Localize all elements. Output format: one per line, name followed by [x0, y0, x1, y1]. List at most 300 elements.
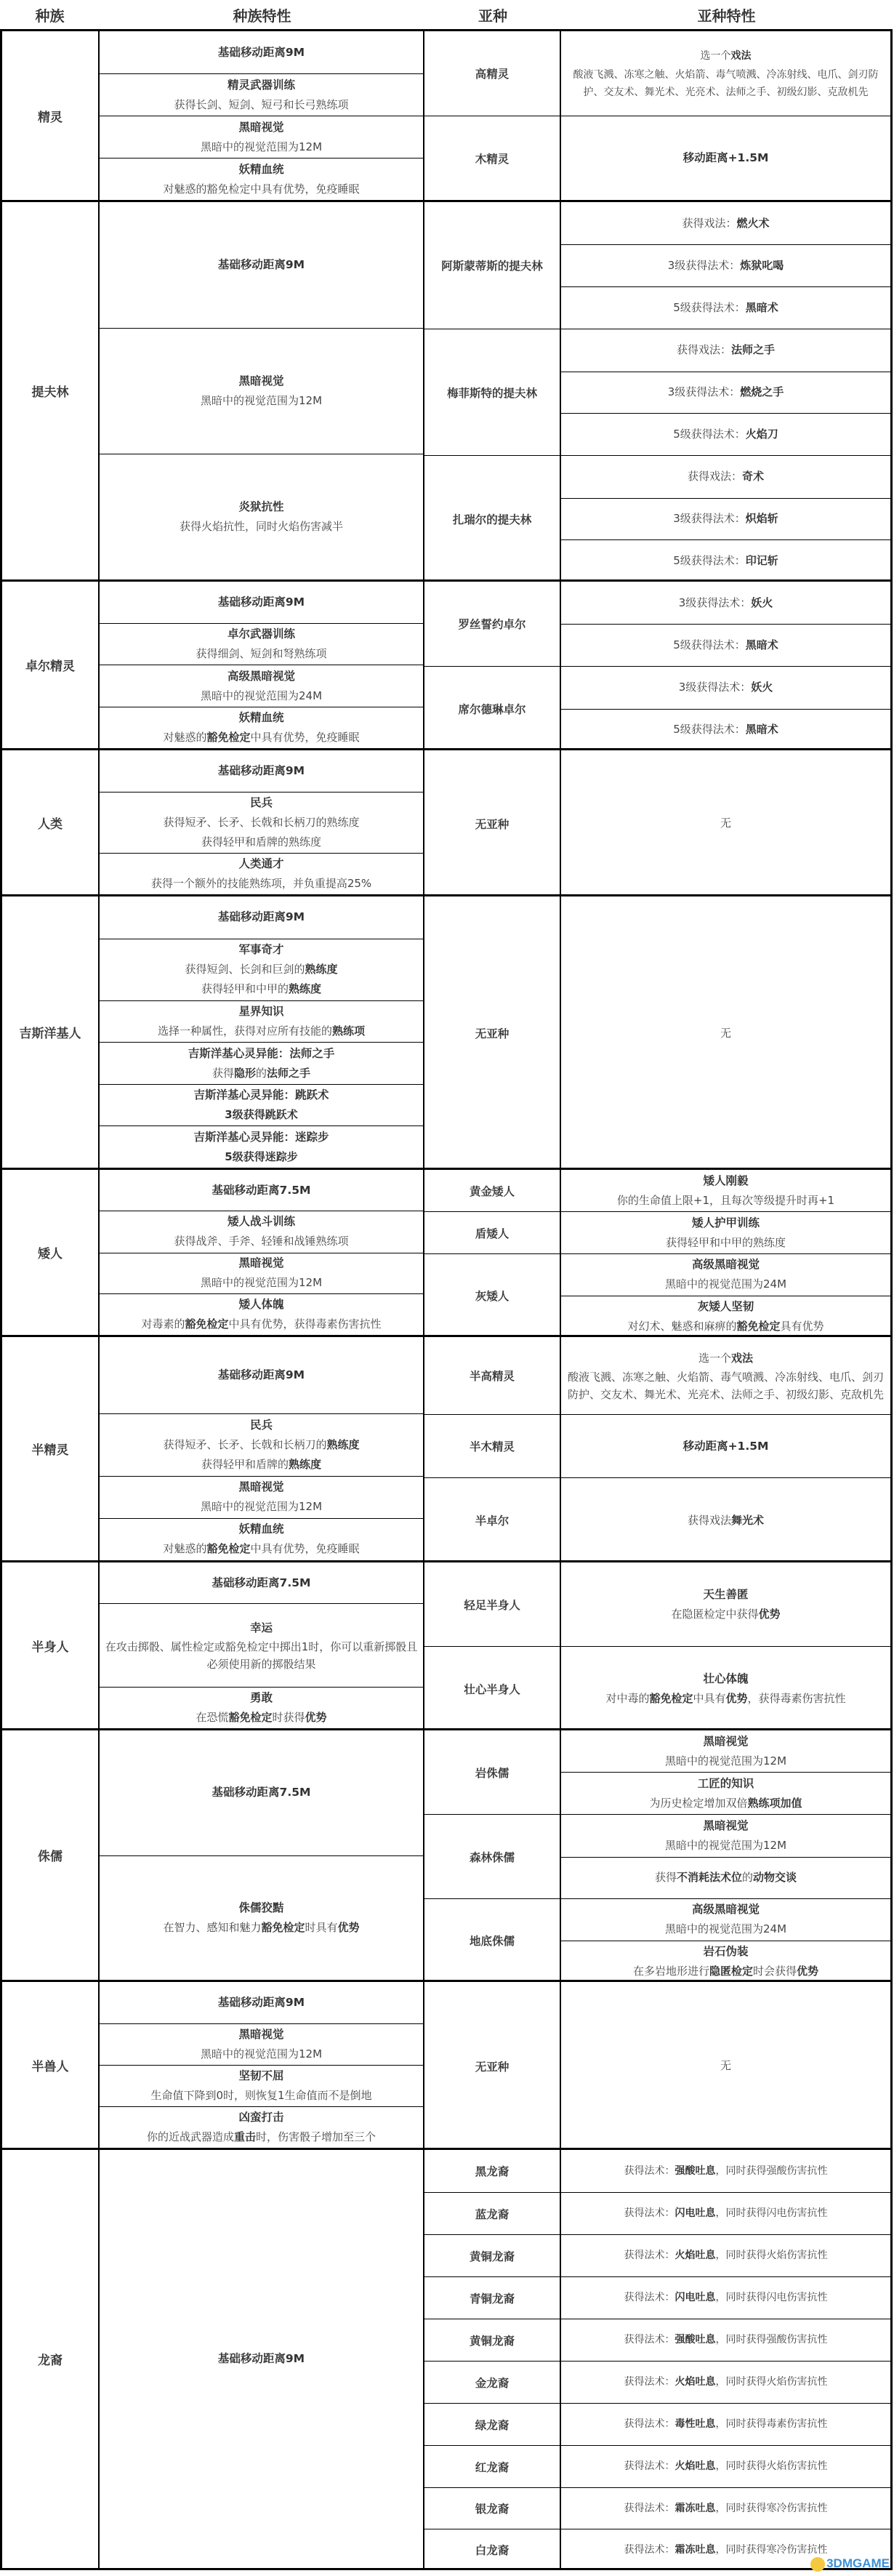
subrace-traits [561, 2362, 890, 2403]
bold-term: 舞光术 [731, 1513, 765, 1527]
text-line [238, 1002, 283, 1022]
header-subrace: 亚种 [478, 7, 507, 25]
subrace-traits [561, 116, 890, 200]
race-trait-cell [100, 158, 423, 200]
subrace-row [424, 2361, 890, 2403]
race-traits-column [100, 896, 424, 1168]
text-segment: 获得法术： [624, 2292, 675, 2303]
text-line [624, 2162, 828, 2181]
subrace-traits [561, 2277, 890, 2319]
bold-term: 基础移动距离9M [217, 45, 305, 59]
race-trait-cell [100, 1855, 423, 1981]
text-segment: ，同时获得强酸伤害抗性 [715, 2334, 828, 2346]
text-line [212, 1783, 311, 1802]
subrace-name: 无亚种 [424, 896, 561, 1170]
subrace-trait-cell [561, 1170, 890, 1211]
race-section [2, 200, 890, 579]
bold-term: 闪电吐息 [674, 2207, 716, 2219]
text-line [692, 1255, 760, 1275]
bold-term: 基础移动距离9M [217, 2352, 305, 2365]
subrace-name: 无亚种 [424, 1982, 561, 2150]
text-line [649, 1794, 802, 1813]
text-line [225, 1105, 297, 1125]
text-line [624, 2415, 828, 2434]
race-trait-cell [100, 1603, 423, 1687]
subraces-column [424, 896, 890, 1168]
bold-term: 熟练项加值 [747, 1796, 802, 1810]
subrace-trait-cell [561, 31, 890, 116]
race-trait-cell [100, 750, 423, 792]
text-line [163, 1539, 359, 1559]
bold-term: 民兵 [249, 1419, 273, 1432]
text-segment: 对魅惑的 [163, 730, 207, 744]
bold-term: 高级黑暗视觉 [227, 669, 295, 683]
text-segment: 你的生命值上限+1，且每次等级提升时再+1 [616, 1193, 835, 1207]
text-line [624, 2204, 828, 2223]
race-name: 半兽人 [2, 1982, 100, 2148]
text-line [624, 2499, 828, 2519]
subrace-name: 席尔德琳卓尔 [424, 667, 561, 750]
subrace-trait-cell [561, 1296, 890, 1338]
text-line [624, 2457, 828, 2476]
text-segment: 5级获得法术： [673, 723, 746, 737]
bold-term: 妖精血统 [238, 162, 284, 176]
race-trait-cell [100, 1562, 423, 1603]
text-segment: 中具有优势，免疫睡眠 [250, 1542, 360, 1556]
watermark-text: 3DMGAME [826, 2556, 890, 2571]
race-trait-cell [100, 1084, 423, 1126]
text-line [147, 2127, 376, 2147]
text-line [238, 1295, 283, 1315]
race-trait-cell [100, 1687, 423, 1728]
text-line [605, 1689, 845, 1709]
subrace-name: 扎瑞尔的提夫林 [424, 456, 561, 582]
text-segment: 对魅惑的 [163, 1542, 207, 1556]
text-line [673, 425, 778, 444]
text-line [238, 160, 283, 180]
subrace-traits [561, 2404, 890, 2445]
bold-term: 矮人刚毅 [703, 1173, 749, 1187]
subrace-traits [561, 1415, 890, 1477]
text-segment: 中具有优势，免疫睡眠 [250, 730, 360, 744]
subrace-row [424, 1337, 890, 1414]
subrace-trait-cell [561, 667, 890, 709]
text-segment: 在隐匿检定中获得 [671, 1607, 759, 1621]
race-trait-cell [100, 73, 423, 116]
text-segment: 5级获得法术： [673, 428, 746, 441]
text-segment: 获得细剑、短剑和弩熟练项 [196, 647, 327, 661]
subrace-trait-cell [561, 1337, 890, 1414]
race-traits-column [100, 750, 424, 894]
text-segment: 无 [720, 816, 731, 830]
subrace-row [424, 2319, 890, 2361]
bold-term: 强酸吐息 [674, 2334, 716, 2346]
subrace-trait-cell [561, 498, 890, 540]
duck-mascot-icon [810, 2557, 825, 2572]
subrace-name: 轻足半身人 [424, 1562, 561, 1646]
bold-term: 妖火 [751, 681, 773, 694]
text-segment: ，同时获得闪电伤害抗性 [715, 2207, 828, 2219]
subrace-name: 半高精灵 [424, 1337, 561, 1414]
race-traits-column [100, 1982, 424, 2148]
text-line [201, 2045, 322, 2064]
text-segment: 获得短矛、长矛、长戟和长柄刀的 [163, 1438, 327, 1452]
text-line [668, 256, 784, 276]
race-section [2, 2148, 890, 2571]
subraces-column [424, 2150, 890, 2571]
subrace-row [424, 666, 890, 750]
bold-term: 吉斯洋基心灵异能：法师之手 [188, 1046, 335, 1060]
text-line [238, 854, 283, 874]
text-segment: 无 [720, 2059, 731, 2072]
text-line [227, 1212, 295, 1232]
bold-term: 坚韧不屈 [238, 2069, 284, 2083]
subrace-name: 阿斯蒙蒂斯的提夫林 [424, 202, 561, 329]
bold-term: 豁免检定 [736, 1319, 781, 1333]
text-line [185, 960, 337, 979]
subrace-traits [561, 456, 890, 582]
subrace-trait-cell [561, 896, 890, 1170]
subrace-trait-cell [561, 2362, 890, 2403]
text-line [201, 1497, 322, 1517]
text-line [238, 118, 283, 137]
text-line [698, 1297, 754, 1317]
bold-term: 豁免检定 [206, 730, 251, 744]
subrace-name: 木精灵 [424, 116, 561, 200]
text-segment: 时获得 [272, 1710, 305, 1724]
race-trait-cell [100, 1211, 423, 1252]
subrace-row [424, 1414, 890, 1477]
race-traits-column [100, 2150, 424, 2568]
bold-term: 民兵 [249, 795, 273, 809]
bold-term: 妖精血统 [238, 710, 284, 724]
race-table [0, 29, 893, 2570]
subrace-row [424, 116, 890, 200]
text-segment: ，同时获得寒冷伤害抗性 [715, 2502, 828, 2514]
subrace-traits [561, 1982, 890, 2150]
race-trait-cell [100, 665, 423, 706]
race-traits-column [100, 1562, 424, 1728]
race-trait-cell [100, 2023, 423, 2065]
text-segment: 获得轻甲和盾牌的熟练度 [201, 835, 321, 848]
text-line [227, 625, 295, 644]
bold-term: 火焰吐息 [674, 2460, 716, 2472]
subrace-trait-cell [561, 750, 890, 896]
text-line [692, 1213, 760, 1233]
bold-term: 熟练度 [326, 1438, 360, 1452]
race-trait-cell [100, 853, 423, 894]
subrace-traits [561, 2446, 890, 2487]
subrace-row [424, 455, 890, 582]
text-segment: 5级获得法术： [673, 301, 746, 314]
text-line [227, 667, 295, 686]
text-segment: 获得长剑、短剑、短弓和长弓熟练项 [174, 97, 349, 111]
bold-term: 优势 [797, 1964, 819, 1978]
text-line [564, 1368, 887, 1403]
bold-term: 矮人护甲训练 [691, 1216, 760, 1229]
race-trait-cell [100, 707, 423, 748]
text-line [683, 148, 769, 168]
text-line [238, 1898, 283, 1918]
subrace-name: 绿龙裔 [424, 2404, 561, 2445]
subrace-name: 黄金矮人 [424, 1170, 561, 1211]
bold-term: 闪电吐息 [674, 2292, 716, 2303]
text-line [238, 1477, 283, 1497]
text-segment: 获得法术： [624, 2502, 675, 2514]
subrace-name: 岩侏儒 [424, 1730, 561, 1814]
text-line [665, 1919, 786, 1939]
text-line [683, 1437, 769, 1456]
subrace-trait-cell [561, 372, 890, 414]
text-line [679, 593, 773, 613]
subrace-trait-cell [561, 1730, 890, 1772]
subrace-trait-cell [561, 2446, 890, 2487]
bold-term: 5级获得 [225, 1149, 265, 1163]
race-traits-column [100, 1170, 424, 1335]
race-section [2, 1560, 890, 1728]
text-line [673, 509, 778, 529]
bold-term: 壮心体魄 [703, 1672, 749, 1685]
subraces-column [424, 750, 890, 894]
subrace-row [424, 329, 890, 455]
text-line [158, 1022, 365, 1041]
subrace-trait-cell [561, 582, 890, 624]
race-name: 矮人 [2, 1170, 100, 1335]
subrace-traits [561, 202, 890, 329]
text-line [218, 907, 305, 927]
subrace-row [424, 31, 890, 116]
bold-term: 霜冻吐息 [674, 2543, 716, 2556]
text-segment: 选一个 [700, 49, 731, 62]
text-segment: 获得法术： [624, 2207, 675, 2219]
bold-term: 吉斯洋基心灵异能：跳跃术 [193, 1088, 329, 1102]
bold-term: 重击 [233, 2130, 256, 2143]
text-line [225, 1147, 297, 1167]
text-line [238, 1520, 283, 1539]
text-line [201, 832, 321, 852]
bold-term: 印记斩 [745, 554, 778, 568]
race-traits-column [100, 582, 424, 748]
bold-term: 黑暗术 [745, 638, 778, 651]
bold-term: 优势 [305, 1710, 327, 1724]
subrace-row [424, 1982, 890, 2150]
bold-term: 炼狱叱喝 [740, 259, 784, 272]
bold-term: 强酸吐息 [674, 2164, 716, 2177]
text-line [655, 1868, 797, 1887]
subrace-trait-cell [561, 624, 890, 666]
bold-term: 矮人体魄 [238, 1297, 284, 1311]
text-line [151, 874, 371, 894]
subrace-traits [561, 667, 890, 750]
race-trait-cell [100, 1982, 423, 2023]
text-line [250, 1618, 273, 1638]
bold-term: 卓尔武器训练 [227, 627, 295, 641]
text-line [180, 517, 343, 537]
text-segment: 黑暗中的视觉范围为12M [664, 1754, 787, 1768]
race-name: 半精灵 [2, 1337, 100, 1560]
text-line [250, 793, 273, 813]
text-line [201, 1273, 322, 1293]
text-line [698, 1774, 754, 1794]
text-segment: 获得法术： [624, 2376, 675, 2388]
bold-term: 优势 [758, 1607, 781, 1621]
bold-term: 黑暗视觉 [238, 1256, 284, 1270]
text-segment: 3级获得法术： [667, 259, 741, 272]
race-section [2, 579, 890, 748]
text-segment: 黑暗中的视觉范围为12M [200, 2047, 323, 2061]
subrace-traits [561, 1478, 890, 1562]
text-line [677, 340, 775, 360]
subrace-trait-cell [561, 116, 890, 200]
subrace-name: 蓝龙裔 [424, 2193, 561, 2234]
bold-term: 不消耗法术位 [676, 1871, 742, 1885]
race-trait-cell [100, 1413, 423, 1476]
race-trait-cell [100, 1337, 423, 1413]
bold-term: 炽焰斩 [745, 512, 778, 526]
subrace-row [424, 1211, 890, 1253]
text-line [163, 1918, 359, 1938]
text-line [201, 979, 321, 999]
race-traits-column [100, 1730, 424, 1980]
text-line [201, 686, 322, 706]
subraces-column [424, 1337, 890, 1560]
subrace-name: 地底侏儒 [424, 1899, 561, 1982]
text-segment: 获得戏法： [676, 343, 731, 357]
text-line [218, 761, 305, 781]
text-line [212, 1181, 311, 1200]
text-segment: 5级获得法术： [673, 554, 746, 568]
text-segment: 你的近战武器造成 [146, 2130, 234, 2143]
subrace-trait-cell [561, 1941, 890, 1983]
text-segment: 选一个 [698, 1351, 731, 1365]
text-segment: 对幻术、魅惑和麻痹的 [627, 1319, 737, 1333]
text-line [102, 1638, 420, 1673]
text-segment: 获得轻甲和中甲的 [201, 982, 289, 996]
text-segment: 无 [720, 1026, 731, 1040]
subrace-row [424, 1730, 890, 1814]
bold-term: 妖火 [751, 595, 773, 609]
subrace-row [424, 1562, 890, 1646]
bold-term: 炎狱抗性 [238, 500, 284, 513]
race-trait-cell [100, 1042, 423, 1084]
bold-term: 黑暗视觉 [238, 120, 284, 134]
subrace-row [424, 1170, 890, 1211]
text-line [617, 1191, 834, 1211]
bold-term: 吉斯洋基心灵异能：迷踪步 [193, 1130, 329, 1144]
subrace-trait-cell [561, 2488, 890, 2529]
text-segment: ，同时获得火焰伤害抗性 [715, 2460, 828, 2472]
text-segment: 对毒素的 [141, 1317, 185, 1331]
race-name: 吉斯洋基人 [2, 896, 100, 1168]
race-traits-column [100, 31, 424, 200]
subrace-name: 无亚种 [424, 750, 561, 896]
subrace-row [424, 2403, 890, 2445]
text-line [196, 644, 326, 664]
subrace-trait-cell [561, 1415, 890, 1477]
subrace-trait-cell [561, 1254, 890, 1296]
text-segment: 中具有优势，获得毒素伤害抗性 [228, 1317, 382, 1331]
text-line [703, 1669, 748, 1689]
text-segment: 5级获得法术： [673, 638, 746, 651]
bold-term: 精灵武器训练 [227, 78, 295, 92]
subrace-trait-cell [561, 1562, 890, 1646]
text-line [668, 382, 784, 402]
text-segment: 3级获得法术： [678, 681, 752, 694]
bold-term: 基础移动距离9M [217, 910, 305, 924]
bold-term: 勇敢 [249, 1690, 273, 1704]
text-segment: ，同时获得火焰伤害抗性 [715, 2250, 828, 2261]
subrace-name: 高精灵 [424, 31, 561, 116]
text-line [250, 1688, 273, 1708]
text-segment: 在智力、感知和魅力 [163, 1920, 262, 1934]
subrace-row [424, 582, 890, 666]
text-line [188, 1044, 335, 1064]
subrace-trait-cell [561, 2319, 890, 2361]
bold-term: 优势 [337, 1920, 360, 1934]
text-segment: 在多岩地形进行 [632, 1964, 709, 1978]
text-line [679, 678, 773, 697]
text-line [698, 1349, 753, 1368]
subrace-name: 梅菲斯特的提夫林 [424, 329, 561, 455]
subraces-column [424, 582, 890, 748]
bold-term: 燃烧之手 [740, 385, 784, 399]
race-trait-cell [100, 1518, 423, 1560]
text-line [163, 180, 359, 199]
text-line [624, 2540, 828, 2560]
text-line [238, 2066, 283, 2086]
bold-term: 熟练度 [289, 1458, 322, 1472]
text-segment: 选择一种属性，获得对应所有技能的 [157, 1024, 332, 1038]
text-segment: 3级获得法术： [678, 595, 752, 609]
text-line [218, 43, 305, 63]
text-line [174, 1232, 348, 1251]
text-line [688, 467, 764, 486]
text-segment: 获得法术： [624, 2164, 675, 2177]
subrace-row [424, 2445, 890, 2487]
bold-term: 豁免检定 [228, 1710, 273, 1724]
subrace-traits [561, 1562, 890, 1646]
text-segment: 获得法术： [624, 2460, 675, 2472]
subraces-column [424, 31, 890, 200]
bold-term: 高级黑暗视觉 [691, 1903, 760, 1917]
bold-term: 军事奇才 [238, 943, 284, 957]
race-section [2, 1335, 890, 1560]
text-segment: 获得法术： [624, 2334, 675, 2346]
text-line [701, 47, 752, 66]
bold-term: 法师之手 [267, 1066, 311, 1080]
subrace-trait-cell [561, 1478, 890, 1562]
subrace-row [424, 1646, 890, 1730]
text-segment: 获得一个额外的技能熟练项，并负重提高25% [150, 876, 372, 890]
subrace-traits [561, 329, 890, 455]
text-segment: 获得战斧、手斧、轻锤和战锤熟练项 [174, 1235, 349, 1248]
text-line [673, 551, 778, 571]
bold-term: 豁免检定 [261, 1920, 305, 1934]
bold-term: 天生善匿 [703, 1587, 749, 1601]
race-name: 人类 [2, 750, 100, 894]
text-line [196, 1708, 326, 1728]
bold-term: 隐形 [233, 1066, 256, 1080]
race-trait-cell [100, 939, 423, 1000]
text-segment: 对魅惑的豁免检定中具有优势，免疫睡眠 [163, 182, 360, 196]
text-segment: 获得法术： [624, 2418, 675, 2430]
race-trait-cell [100, 454, 423, 579]
text-segment: 黑暗中的视觉范围为12M [200, 140, 323, 153]
race-trait-cell [100, 792, 423, 853]
race-section [2, 1168, 890, 1335]
text-segment: 生命值下降到0时，则恢复1生命值而不是倒地 [150, 2089, 372, 2103]
race-trait-cell [100, 1126, 423, 1168]
